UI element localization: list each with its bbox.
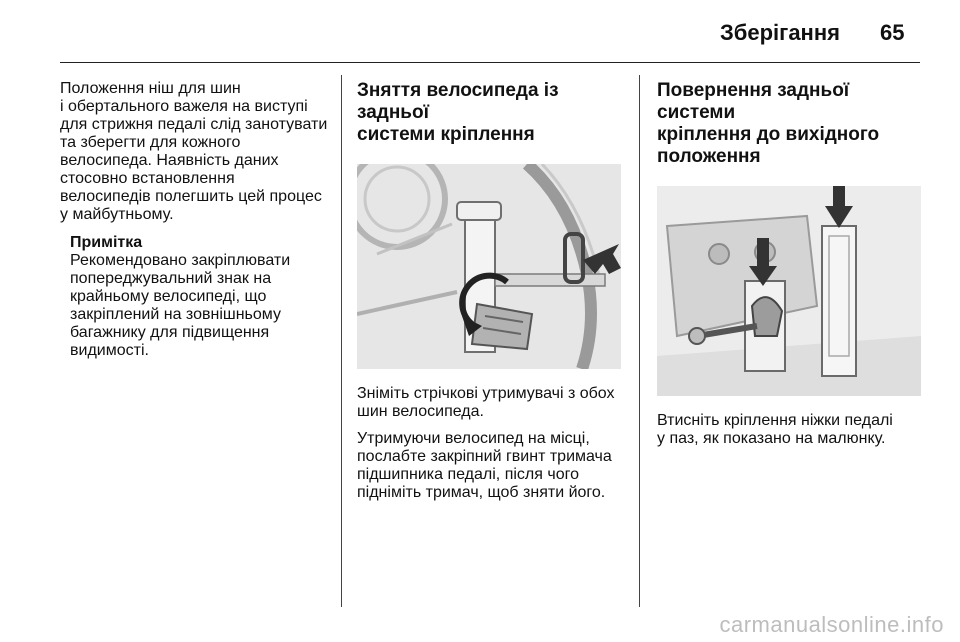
bike-pedal-holder-illustration (357, 164, 621, 369)
section-heading-removal: Зняття велосипеда із задньої системи кріплення (357, 80, 559, 145)
page-number: 65 (880, 20, 905, 45)
pedal-mount-illustration (657, 186, 921, 396)
illustration-svg-return (657, 186, 921, 396)
column-divider-2 (639, 75, 640, 607)
site-watermark: carmanualsonline.info (719, 612, 944, 637)
removal-step-2: Утримуючи велосипед на місці, послабте закріпний гвинт тримача підшипника педалі, після чого підніміть тримач, щоб зняти його. (357, 430, 612, 501)
column-1 (60, 80, 332, 360)
return-step-1: Втисніть кріплення ніжки педалі у паз, як показано на малюнку. (657, 412, 893, 447)
note-title: Примітка (70, 234, 143, 251)
header-divider (60, 62, 920, 63)
intro-paragraph: Положення ніш для шин і обертального важеля на виступі для стрижня педалі слід занотувати та зберегти для кожного велосипеда. Наявність даних стосовно встановлення велосипедів полегшить цей процес у майбутньому. (60, 80, 328, 223)
section-heading-return: Повернення задньої системи кріплення до вихідного положення (657, 80, 880, 167)
column-2 (357, 80, 629, 502)
page-header-title: Зберігання (720, 20, 840, 45)
column-divider-1 (341, 75, 342, 607)
illustration-svg-removal (357, 164, 621, 369)
note-text: Рекомендовано закріплювати попереджувальний знак на крайньому велосипеді, що закріплений на зовнішньому багажнику для підвищення видимості. (70, 252, 291, 359)
note-block (70, 234, 332, 360)
column-3 (657, 80, 925, 448)
removal-step-1: Зніміть стрічкові утримувачі з обох шин велосипеда. (357, 385, 615, 420)
